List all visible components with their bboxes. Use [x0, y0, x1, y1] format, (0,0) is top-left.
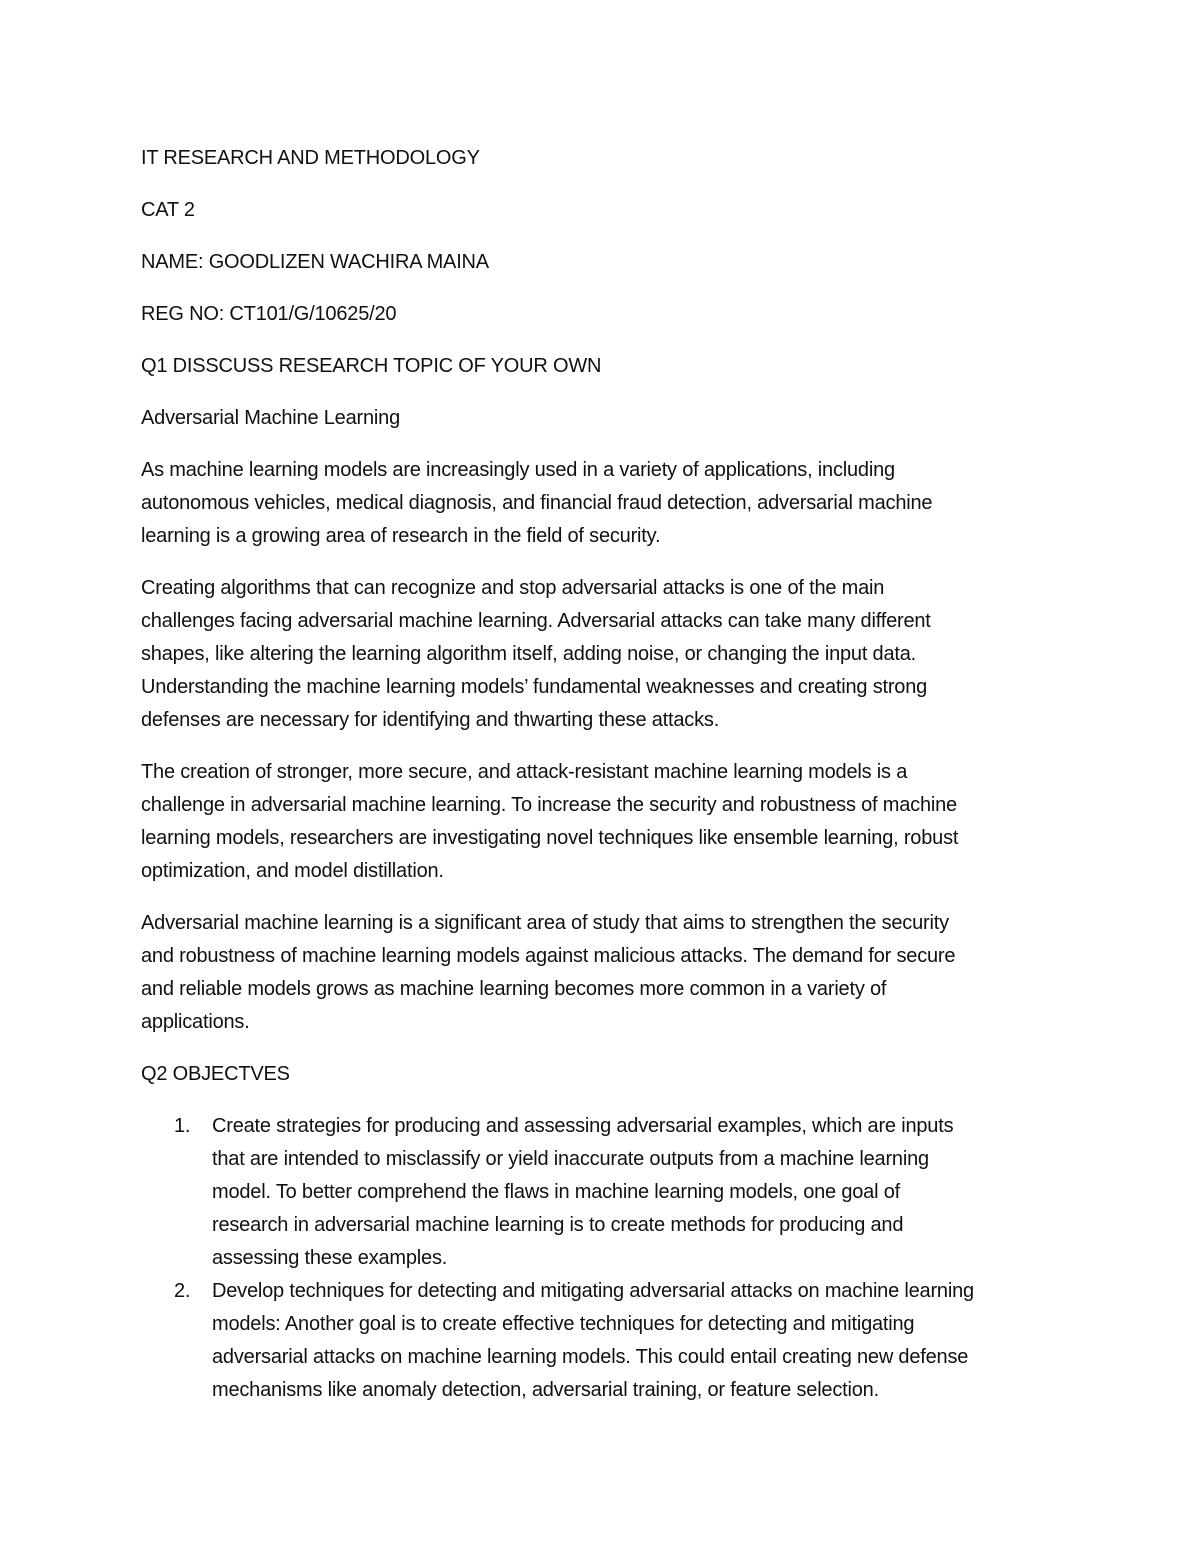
paragraph-line: Understanding the machine learning models’ fundamental weaknesses and creating strong [141, 676, 928, 698]
objective-line: research in adversarial machine learning is to create methods for producing and [212, 1214, 904, 1236]
paragraph-line: applications. [141, 1011, 250, 1033]
paragraph-line: and robustness of machine learning models against malicious attacks. The demand for secure [141, 945, 956, 967]
student-name: NAME: GOODLIZEN WACHIRA MAINA [141, 251, 489, 273]
paragraph-line: optimization, and model distillation. [141, 860, 444, 882]
objective-line: models: Another goal is to create effective techniques for detecting and mitigating [212, 1313, 915, 1335]
paragraph-line: As machine learning models are increasingly used in a variety of applications, including [141, 459, 895, 481]
research-topic: Adversarial Machine Learning [141, 407, 400, 429]
objective-line: Create strategies for producing and assessing adversarial examples, which are inputs [212, 1115, 954, 1137]
objective-number: 2. [174, 1280, 191, 1302]
cat-label: CAT 2 [141, 199, 195, 221]
paragraph-line: learning models, researchers are investigating novel techniques like ensemble learning, robust [141, 827, 959, 849]
paragraph-line: defenses are necessary for identifying and thwarting these attacks. [141, 709, 720, 731]
paragraph-line: The creation of stronger, more secure, and attack-resistant machine learning models is a [141, 761, 908, 783]
objective-number: 1. [174, 1115, 191, 1137]
q1-paragraph [141, 907, 1061, 1039]
q1-paragraph [141, 454, 1061, 553]
paragraph-line: challenge in adversarial machine learning. To increase the security and robustness of machine [141, 794, 957, 816]
objective-item [141, 1275, 1061, 1407]
objectives-list [141, 1110, 1061, 1407]
objective-item [141, 1110, 1061, 1275]
paragraph-line: Creating algorithms that can recognize and stop adversarial attacks is one of the main [141, 577, 885, 599]
paragraph-line: challenges facing adversarial machine learning. Adversarial attacks can take many different [141, 610, 931, 632]
q1-paragraph [141, 756, 1061, 888]
objective-line: Develop techniques for detecting and mitigating adversarial attacks on machine learning [212, 1280, 974, 1302]
document-body [141, 142, 1061, 1407]
objective-line: adversarial attacks on machine learning models. This could entail creating new defense [212, 1346, 969, 1368]
registration-number: REG NO: CT101/G/10625/20 [141, 303, 397, 325]
q2-heading: Q2 OBJECTVES [141, 1063, 290, 1085]
course-title: IT RESEARCH AND METHODOLOGY [141, 147, 480, 169]
objective-line: assessing these examples. [212, 1247, 448, 1269]
paragraph-line: shapes, like altering the learning algorithm itself, adding noise, or changing the input data. [141, 643, 917, 665]
objective-line: that are intended to misclassify or yield inaccurate outputs from a machine learning [212, 1148, 929, 1170]
objective-line: mechanisms like anomaly detection, adversarial training, or feature selection. [212, 1379, 879, 1401]
paragraph-line: learning is a growing area of research in the field of security. [141, 525, 661, 547]
paragraph-line: Adversarial machine learning is a significant area of study that aims to strengthen the security [141, 912, 949, 934]
paragraph-line: autonomous vehicles, medical diagnosis, and financial fraud detection, adversarial machine [141, 492, 933, 514]
q1-heading: Q1 DISSCUSS RESEARCH TOPIC OF YOUR OWN [141, 355, 602, 377]
paragraph-line: and reliable models grows as machine learning becomes more common in a variety of [141, 978, 887, 1000]
q1-paragraph [141, 572, 1061, 737]
objective-line: model. To better comprehend the flaws in machine learning models, one goal of [212, 1181, 900, 1203]
